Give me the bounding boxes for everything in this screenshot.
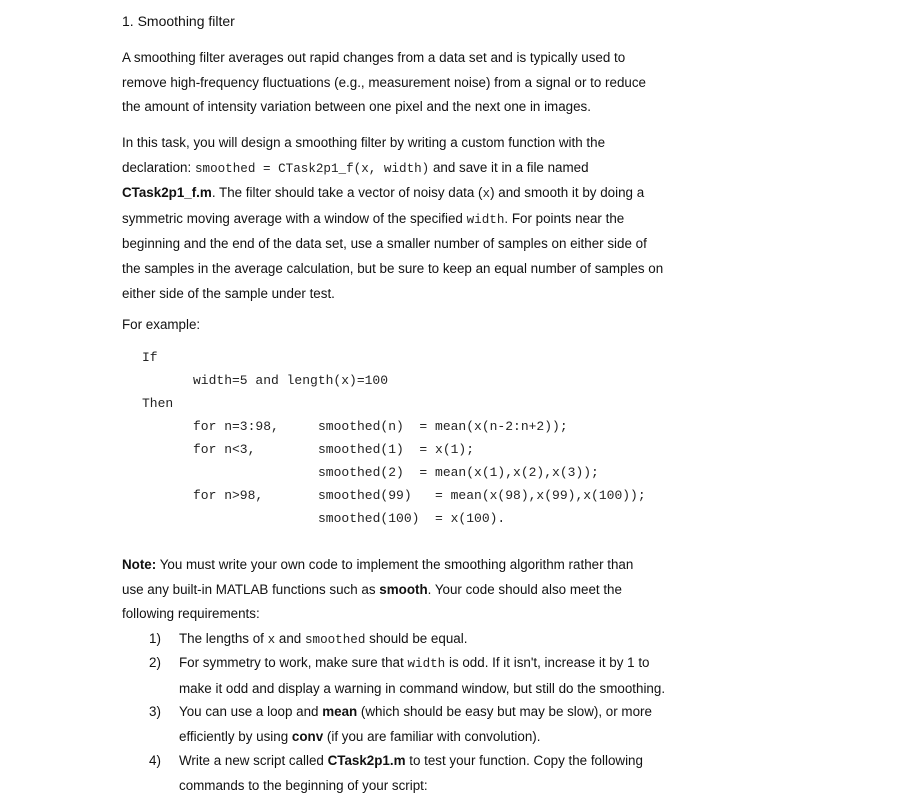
req4-text-end: to test your function. Copy the following [405, 753, 643, 768]
req3-line-2 [179, 725, 779, 750]
req3-line2-text: efficiently by using [179, 728, 292, 744]
code-row-1-loop: for n=3:98, [193, 419, 279, 434]
code-row-4-loop: for n>98, [193, 488, 264, 503]
task-line-4-text: symmetric moving average with a window of the specified [122, 210, 467, 226]
task-line-1: In this task, you will design a smoothing filter by writing a custom function with the [122, 135, 606, 150]
note-label: Note: [122, 557, 157, 572]
intro-line-3: the amount of intensity variation between one pixel and the next one in images. [122, 99, 591, 115]
task-line-2-text: declaration: [122, 159, 195, 175]
req4-line-2: commands to the beginning of your script: [179, 777, 428, 793]
function-declaration-code: smoothed = CTask2p1_f(x, width) [194, 161, 430, 176]
task-line-4-text-end: . For points near the [504, 210, 625, 226]
function-filename: CTask2p1_f.m [122, 185, 212, 201]
note-line-3: following requirements: [122, 606, 260, 622]
code-row-2-loop: for n<3, [193, 442, 256, 457]
list-number: 1) [149, 631, 161, 646]
inline-code-width: width [466, 212, 505, 227]
intro-line-2: remove high-frequency fluctuations (e.g., measurement noise) from a signal or to reduce [122, 74, 646, 90]
note-line-2 [122, 578, 782, 603]
list-text [179, 627, 779, 653]
list-number: 4) [149, 753, 161, 768]
task-line-7: either side of the sample under test. [122, 285, 335, 301]
note-line-1 [122, 553, 782, 578]
req2-text-end: is odd. If it isn't, increase it by 1 to [445, 655, 650, 670]
req3-line2-text-end: (if you are familiar with convolution). [323, 728, 541, 744]
req2-line-2: make it odd and display a warning in command window, but still do the smoothing. [179, 680, 666, 696]
req2-line-1 [179, 651, 779, 677]
task-paragraph [122, 131, 782, 306]
task-line-2-text-end: and save it in a file named [429, 159, 589, 175]
list-text [179, 749, 779, 798]
req1-code-x: x [267, 633, 276, 647]
req1-code-smoothed: smoothed [304, 633, 366, 647]
req2-text: For symmetry to work, make sure that [179, 655, 408, 670]
note-line-2-text-end: . Your code should also meet the [427, 581, 622, 597]
task-line-5: beginning and the end of the data set, use a smaller number of samples on either side of [122, 236, 647, 252]
note-line-2-text: use any built-in MATLAB functions such as [122, 581, 380, 597]
code-if: If [142, 350, 158, 365]
code-row-2-expr: smoothed(1) = x(1); [318, 442, 475, 457]
task-line-3-text-end: ) and smooth it by doing a [490, 185, 645, 201]
code-row-5-expr: smoothed(100) = x(100). [318, 511, 506, 526]
note-line-1-text: You must write your own code to implement the smoothing algorithm rather than [156, 557, 634, 572]
req1-text-mid: and [275, 631, 305, 646]
req3-text-end: (which should be easy but may be slow), or more [357, 704, 652, 719]
list-number: 3) [149, 704, 161, 719]
req1-text-end: should be equal. [365, 631, 468, 646]
task-line-3 [122, 181, 782, 207]
req1-text: The lengths of [179, 631, 268, 646]
req3-mean: mean [322, 704, 358, 719]
note-paragraph [122, 553, 782, 627]
req4-line-1 [179, 749, 779, 774]
code-row-3-expr: smoothed(2) = mean(x(1),x(2),x(3)); [318, 465, 599, 480]
intro-line-1: A smoothing filter averages out rapid changes from a data set and is typically used to [122, 50, 626, 65]
req4-text: Write a new script called [179, 753, 328, 768]
list-text [179, 700, 779, 749]
list-text [179, 651, 779, 701]
code-row-1-expr: smoothed(n) = mean(x(n-2:n+2)); [318, 419, 568, 434]
task-line-3-text: . The filter should take a vector of noisy data ( [211, 185, 483, 201]
req3-text: You can use a loop and [179, 704, 323, 719]
code-then: Then [142, 396, 174, 411]
task-line-6: the samples in the average calculation, but be sure to keep an equal number of samples on [122, 260, 664, 276]
code-condition: width=5 and length(x)=100 [193, 373, 389, 388]
for-example-label: For example: [122, 317, 201, 332]
smooth-function-name: smooth [379, 581, 428, 597]
inline-code-x: x [482, 187, 491, 202]
list-number: 2) [149, 655, 161, 670]
req3-line-1 [179, 700, 779, 725]
req4-script-name: CTask2p1.m [327, 753, 406, 768]
section-heading: 1. Smoothing filter [122, 13, 235, 29]
task-line-4 [122, 207, 782, 233]
code-row-4-expr: smoothed(99) = mean(x(98),x(99),x(100)); [318, 488, 646, 503]
req2-code-width: width [407, 657, 446, 671]
intro-paragraph [122, 46, 782, 120]
req3-conv: conv [291, 728, 324, 744]
task-line-2 [122, 156, 782, 182]
